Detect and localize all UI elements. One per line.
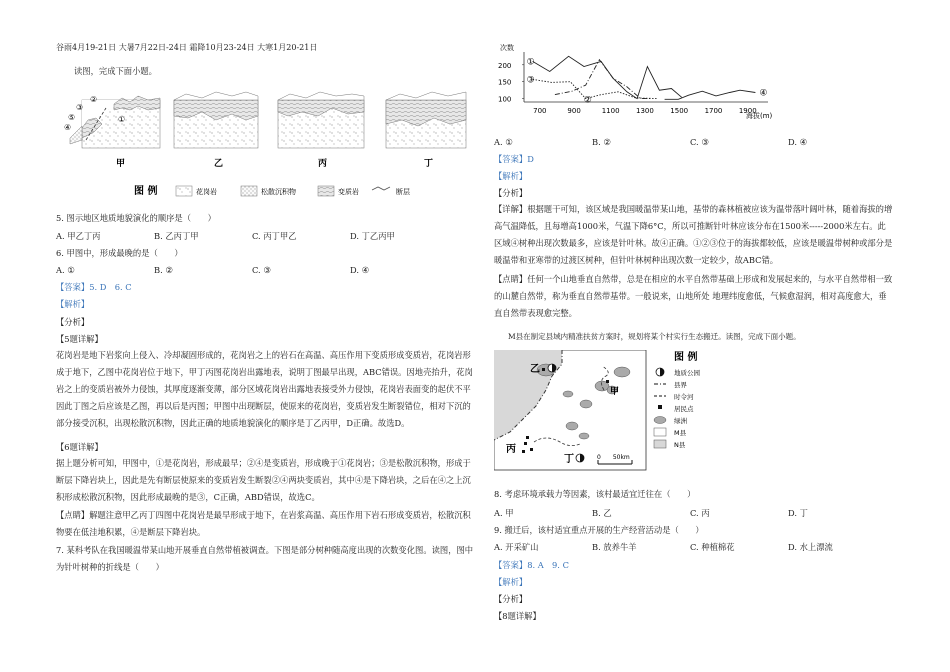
panel-ding: [386, 92, 466, 148]
x-tick-label: 1900: [738, 107, 757, 115]
map-legend-title: 图 例: [674, 352, 698, 363]
fenxi-label-8: 【分析】: [494, 594, 528, 604]
x-tick-label: 1100: [601, 107, 620, 115]
x-tick-label: 1300: [636, 107, 654, 115]
legend-swatch-meta: [318, 186, 334, 196]
q5-stem: 5. 图示地区地质地貌演化的顺序是（ ）: [56, 213, 216, 223]
jiexi-label: 【解析】: [56, 299, 90, 309]
map-legend-river: 时令河: [674, 393, 694, 401]
jiexi-label-7: 【解析】: [494, 171, 528, 181]
y-axis-label: 次数: [500, 44, 514, 52]
q5-option-b: B. 乙丙丁甲: [154, 231, 199, 241]
map-legend-oasis: 绿洲: [674, 417, 687, 425]
settlement: [522, 450, 525, 453]
legend-label-granite: 花岗岩: [196, 188, 217, 196]
answer-7: 【答案】D: [494, 154, 534, 164]
place-ding: 丁: [564, 454, 574, 465]
fenxi-label: 【分析】: [56, 317, 90, 327]
legend-label-fault: 断层: [396, 188, 410, 196]
oasis: [566, 422, 578, 430]
detail8-title: 【8题详解】: [494, 611, 541, 621]
legend-n-county-icon: [654, 440, 666, 448]
legend-settlement-icon: [658, 405, 662, 409]
q9-option-d: D. 水上漂流: [788, 542, 833, 552]
detail5-text: 花岗岩是地下岩浆向上侵入、冷却凝固形成的，花岗岩之上的岩石在高温、高压作用下变质形成变质岩，花岗岩形成于地下，乙图中花岗岩位于地下，甲丁丙图花岗岩出露地表，说明丁图最早出现，ABC错误。因地壳抬升，花岗岩之上的变质岩被外力侵蚀，其厚度逐渐变薄，部分区域花岗岩出露地表接受外力侵蚀，花岗岩表面变的起伏不平因此丁图之后应该是乙图，再以后是丙图；甲图中出现断层，使原来的花岗岩，变质岩发生断裂错位，相对下沉的部分接受沉积，出现松散沉积物，因此正确的地质地貌演化的顺序是丁乙丙甲，D正确。故选D。: [56, 350, 473, 428]
q7-stem: 7. 某科考队在我国暖温带某山地开展垂直自然带植被调查。下图是部分树种随高度出现的次数变化图。读图，图中为针叶树种的折线是（ ）: [56, 545, 474, 572]
settlement: [530, 448, 533, 451]
q6-option-b: B. ②: [154, 265, 173, 275]
q8-option-c: C. 丙: [690, 508, 710, 518]
answer-5-6: 【答案】5. D 6. C: [56, 282, 132, 292]
oasis: [563, 391, 573, 397]
q8-option-a: A. 甲: [494, 508, 514, 518]
x-axis-label: 海拔(m): [746, 112, 773, 120]
series-line-1: [533, 56, 682, 98]
y-tick-label: 200: [498, 61, 512, 70]
panel-yi: [174, 92, 258, 148]
q9-option-b: B. 放养牛羊: [592, 542, 637, 552]
series-label-3: ③: [526, 75, 535, 86]
marker-5: ⑤: [68, 113, 76, 122]
legend-title: 图 例: [134, 186, 158, 197]
q8-stem: 8. 考虑环境承载力等因素，该村最适宜迁往在（ ）: [494, 489, 696, 499]
marker-4: ④: [64, 123, 72, 132]
x-tick-label: 1500: [670, 107, 689, 115]
legend-oasis-icon: [654, 417, 666, 424]
q7-option-c: C. ③: [690, 137, 709, 147]
intro-text: 读图，完成下面小题。: [74, 66, 157, 76]
q7-option-a: A. ①: [494, 137, 513, 147]
oasis: [580, 400, 592, 408]
map-legend-border: 县界: [674, 381, 687, 389]
series-line-2: [555, 60, 651, 99]
q7-option-d: D. ④: [788, 137, 808, 147]
y-tick-label: 100: [498, 95, 512, 104]
q6-option-d: D. ④: [350, 265, 370, 275]
dianjing7-text: 【点睛】任何一个山地垂直自然带，总是在相应的水平自然带基础上形成和发展起来的，与水平自然带相一致的山麓自然带，称为垂直自然带基带。一般说来，山地所处 地理纬度愈低，气候愈湿润，相对高度愈大，垂直自然带表现愈完整。: [494, 274, 893, 318]
legend-swatch-fault: [372, 187, 390, 190]
dianjing-text: 【点睛】解题注意甲乙丙丁四图中花岗岩是最早形成于地下，在岩浆高温、高压作用下岩石形成变质岩，松散沉积物要在低洼地积累，④是断层下降岩块。: [56, 510, 471, 537]
series-label-4: ④: [759, 88, 768, 99]
detail7-text: 【详解】根据题干可知，该区域是我国暖温带某山地，基带的森林植被应该为温带落叶阔叶林，随着海拔的增高气温降低，且每增高1000米，气温下降6°C，所以可推断针叶林应该分布在1500米-----2000米左右。此区域④树种出现次数最多，应该是针叶林。故④正确。①②③位于的海拔都较低，应该是暖温带树种或部分是暖温带和亚寒带的过渡区树种，但针叶林树种出现次数一定较少，故ABC错。: [494, 204, 893, 265]
oasis: [614, 367, 630, 377]
q6-option-c: C. ③: [252, 265, 271, 275]
q7-option-b: B. ②: [592, 137, 611, 147]
fenxi-label-7: 【分析】: [494, 188, 528, 198]
marker-1: ①: [118, 115, 126, 124]
panel-jia: [64, 95, 160, 148]
altitude-frequency-chart: [494, 40, 784, 126]
legend-label-sediment: 松散沉积物: [261, 188, 296, 196]
x-tick-label: 700: [533, 107, 547, 115]
scale-label: 0 50km: [597, 454, 630, 461]
y-tick-label: 150: [498, 78, 512, 87]
place-yi: 乙: [530, 364, 540, 375]
marker-3: ③: [76, 103, 84, 112]
map-legend-n: N县: [674, 441, 686, 449]
detail6-title: 【6题详解】: [56, 442, 103, 452]
oasis: [579, 433, 589, 439]
settlement: [526, 436, 529, 439]
place-jia: 甲: [610, 387, 620, 397]
settlement: [524, 442, 527, 445]
place-bing: 丙: [506, 444, 516, 455]
legend-m-county-icon: [654, 428, 666, 436]
q9-stem: 9. 搬迁后，该村适宜重点开展的生产经营活动是（ ）: [494, 525, 704, 535]
q5-option-a: A. 甲乙丁丙: [56, 231, 101, 241]
map-legend-m: M县: [674, 429, 687, 437]
q8-option-d: D. 丁: [788, 508, 808, 518]
legend-swatch-sediment: [241, 186, 257, 196]
header-line: 谷雨4月19-21日 大暑7月22日-24日 霜降10月23-24日 大寒1月20-21日: [56, 43, 318, 52]
q9-option-c: C. 种植棉花: [690, 542, 735, 552]
geology-diagram: [56, 90, 476, 200]
legend-label-meta: 变质岩: [338, 188, 359, 196]
county-map: [494, 350, 754, 475]
series-label-2: ②: [583, 95, 592, 106]
q5-option-d: D. 丁乙丙甲: [350, 231, 395, 241]
series-label-1: ①: [526, 57, 535, 68]
q8-option-b: B. 乙: [592, 508, 612, 518]
panel-label-bing: 丙: [318, 159, 328, 169]
detail5-title: 【5题详解】: [56, 334, 103, 344]
series-line-3: [533, 79, 658, 98]
legend-swatch-granite: [176, 186, 192, 196]
jiexi-label-8: 【解析】: [494, 577, 528, 587]
marker-2: ②: [90, 95, 98, 104]
map-legend-settlement: 居民点: [674, 405, 694, 413]
q6-stem: 6. 甲图中，形成最晚的是（ ）: [56, 248, 183, 258]
q9-option-a: A. 开采矿山: [494, 542, 539, 552]
q5-option-c: C. 丙丁甲乙: [252, 231, 297, 241]
map-legend-geopark: 地质公园: [674, 369, 700, 377]
panel-label-jia: 甲: [116, 159, 126, 169]
intro-8: M县在制定县域内精准扶贫方案时，规划将某个村实行生态搬迁。读图，完成下面小题。: [508, 332, 801, 341]
detail6-text: 据上题分析可知，甲图中，①是花岗岩，形成最早；②④是变质岩，形成晚于①花岗岩；③是松散沉积物，形成于断层下降岩块上，因此是先有断层使原来的变质岩发生断裂②④两块变质岩，其中④是下降岩块，之后在④之上沉积形成松散沉积物，因此形成最晚的是③，C正确，ABD错误，故选C。: [56, 458, 471, 502]
panel-label-yi: 乙: [214, 159, 224, 169]
answer-8-9: 【答案】8. A 9. C: [494, 560, 569, 570]
panel-label-ding: 丁: [424, 159, 434, 169]
settlement: [542, 368, 545, 371]
settlement: [606, 380, 609, 383]
panel-bing: [278, 92, 364, 148]
q6-option-a: A. ①: [56, 265, 75, 275]
x-tick-label: 900: [567, 107, 581, 115]
x-tick-label: 1700: [704, 107, 723, 115]
